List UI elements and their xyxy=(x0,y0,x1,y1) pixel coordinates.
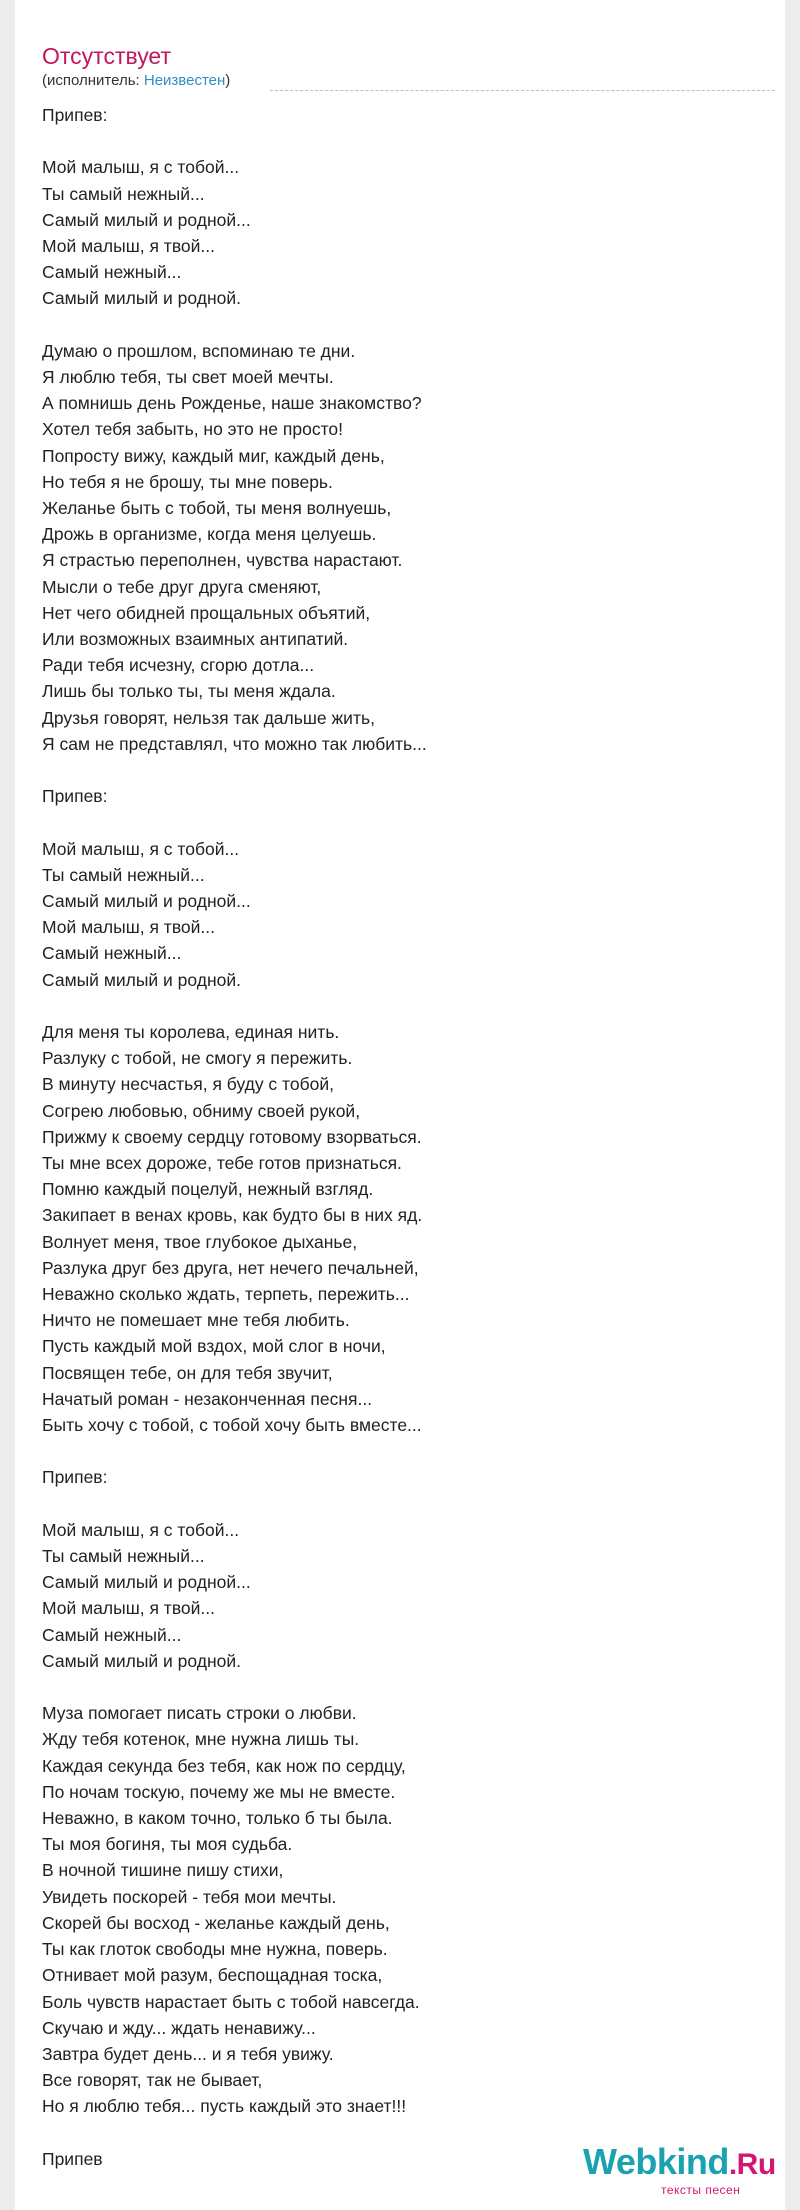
lyric-line: Ты моя богиня, ты моя судьба. xyxy=(42,1834,293,1855)
lyric-line: Я сам не представлял, что можно так любить... xyxy=(42,733,427,754)
lyric-line: В минуту несчастья, я буду с тобой, xyxy=(42,1074,334,1095)
lyric-line: Ради тебя исчезну, сгорю дотла... xyxy=(42,655,315,676)
lyric-line: Мой малыш, я твой... xyxy=(42,1598,216,1619)
lyric-line: Самый нежный... xyxy=(42,262,182,283)
lyric-line: Хотел тебя забыть, но это не просто! xyxy=(42,419,343,440)
lyric-line: Припев: xyxy=(42,786,108,807)
lyric-line: Волнует меня, твое глубокое дыханье, xyxy=(42,1231,358,1252)
lyric-line xyxy=(42,1491,762,1517)
lyric-line xyxy=(42,312,762,338)
lyric-line: Попросту вижу, каждый миг, каждый день, xyxy=(42,445,385,466)
logo-tagline: тексты песен xyxy=(661,2183,741,2197)
lyric-line: Помню каждый поцелуй, нежный взгляд. xyxy=(42,1179,374,1200)
lyric-line: Нет чего обидней прощальных объятий, xyxy=(42,602,371,623)
logo-tld: .Ru xyxy=(728,2148,776,2181)
lyric-line: Самый милый и родной... xyxy=(42,1572,251,1593)
lyric-line: Жду тебя котенок, мне нужна лишь ты. xyxy=(42,1729,360,1750)
lyric-line xyxy=(42,1438,762,1464)
lyric-line: Мой малыш, я с тобой... xyxy=(42,838,240,859)
song-title: Отсутствует xyxy=(42,43,171,69)
lyric-line xyxy=(42,993,762,1019)
lyric-line: Самый милый и родной. xyxy=(42,288,242,309)
lyric-line: Самый милый и родной. xyxy=(42,969,242,990)
lyric-line: Припев xyxy=(42,2148,103,2169)
lyric-line: Ты самый нежный... xyxy=(42,183,205,204)
lyric-line: Отнивает мой разум, беспощадная тоска, xyxy=(42,1965,383,1986)
lyric-line: Мой малыш, я твой... xyxy=(42,917,216,938)
lyric-line: Посвящен тебе, он для тебя звучит, xyxy=(42,1362,333,1383)
lyric-line: Припев: xyxy=(42,105,108,125)
lyric-line: Самый милый и родной... xyxy=(42,209,251,230)
lyric-line xyxy=(42,1674,762,1700)
lyrics-text xyxy=(42,102,762,2172)
lyric-line: Быть хочу с тобой, с тобой хочу быть вместе... xyxy=(42,1415,422,1436)
lyric-line: Прижму к своему сердцу готовому взорваться. xyxy=(42,1126,422,1147)
lyric-line xyxy=(42,809,762,835)
lyric-line: Самый нежный... xyxy=(42,1624,182,1645)
lyric-line: Самый милый и родной. xyxy=(42,1650,242,1671)
lyric-line: Скучаю и жду... ждать ненавижу... xyxy=(42,2017,316,2038)
lyric-line: Неважно, в каком точно, только б ты была. xyxy=(42,1808,393,1829)
lyric-line: Я люблю тебя, ты свет моей мечты. xyxy=(42,367,334,387)
lyric-line: Согрею любовью, обниму своей рукой, xyxy=(42,1100,361,1121)
lyric-line: Завтра будет день... и я тебя увижу. xyxy=(42,2043,334,2064)
webkind-logo[interactable] xyxy=(583,2140,783,2200)
lyric-line: Скорей бы восход - желанье каждый день, xyxy=(42,1912,390,1933)
logo-name: Webkind xyxy=(583,2141,729,2182)
lyric-line: Мой малыш, я с тобой... xyxy=(42,157,240,178)
lyric-line: А помнишь день Рожденье, наше знакомство? xyxy=(42,393,422,414)
lyric-line: Все говорят, так не бывает, xyxy=(42,2070,263,2091)
lyric-line: Желанье быть с тобой, ты меня волнуешь, xyxy=(42,498,392,519)
lyric-line xyxy=(42,757,762,783)
lyric-line: Разлуку с тобой, не смогу я пережить. xyxy=(42,1048,353,1069)
lyric-line: Ты самый нежный... xyxy=(42,864,205,885)
lyric-line: Я страстью переполнен, чувства нарастают. xyxy=(42,550,403,571)
lyric-line: Припев: xyxy=(42,1467,108,1488)
dashed-divider xyxy=(270,90,775,91)
lyric-line: Мысли о тебе друг друга сменяют, xyxy=(42,576,322,597)
lyric-line: Боль чувств нарастает быть с тобой навсегда. xyxy=(42,1991,420,2012)
lyric-line: Лишь бы только ты, ты меня ждала. xyxy=(42,681,336,702)
lyric-line: Каждая секунда без тебя, как нож по сердцу, xyxy=(42,1755,406,1776)
lyric-line: Ничто не помешает мне тебя любить. xyxy=(42,1310,350,1331)
lyric-line: Муза помогает писать строки о любви. xyxy=(42,1703,357,1724)
lyric-line: Ты самый нежный... xyxy=(42,1546,205,1567)
lyric-line: В ночной тишине пишу стихи, xyxy=(42,1860,284,1881)
lyric-line: Ты как глоток свободы мне нужна, поверь. xyxy=(42,1939,388,1960)
lyric-line: Думаю о прошлом, вспоминаю те дни. xyxy=(42,340,356,361)
lyric-line: Дрожь в организме, когда меня целуешь. xyxy=(42,524,377,545)
lyric-line: Ты мне всех дороже, тебе готов признаться. xyxy=(42,1153,402,1174)
artist-prefix: (исполнитель: xyxy=(42,72,144,89)
lyric-line: По ночам тоскую, почему же мы не вместе. xyxy=(42,1781,396,1802)
lyric-line: Или возможных взаимных антипатий. xyxy=(42,629,349,650)
lyric-line: Мой малыш, я твой... xyxy=(42,236,216,256)
lyric-line: Разлука друг без друга, нет нечего печальней, xyxy=(42,1257,419,1278)
lyric-line: Мой малыш, я с тобой... xyxy=(42,1519,240,1540)
lyrics-page xyxy=(15,0,785,2210)
lyric-line: Для меня ты королева, единая нить. xyxy=(42,1022,340,1043)
lyric-line: Друзья говорят, нельзя так дальше жить, xyxy=(42,707,375,728)
lyric-line: Самый милый и родной... xyxy=(42,891,251,912)
lyric-line: Самый нежный... xyxy=(42,943,182,964)
artist-line xyxy=(42,72,230,90)
lyric-line: Но тебя я не брошу, ты мне поверь. xyxy=(42,471,333,492)
lyric-line: Но я люблю тебя... пусть каждый это знает!!! xyxy=(42,2096,407,2117)
artist-suffix: ) xyxy=(225,72,231,89)
lyric-line: Закипает в венах кровь, как будто бы в них яд. xyxy=(42,1205,423,1226)
lyric-line: Неважно сколько ждать, терпеть, пережить... xyxy=(42,1284,410,1305)
artist-link[interactable]: Неизвестен xyxy=(143,72,226,89)
logo-wordmark xyxy=(583,2140,776,2187)
lyric-line: Начатый роман - незаконченная песня... xyxy=(42,1388,373,1409)
lyric-line: Пусть каждый мой вздох, мой слог в ночи, xyxy=(42,1336,386,1357)
lyric-line: Увидеть поскорей - тебя мои мечты. xyxy=(42,1886,337,1907)
lyric-line xyxy=(42,128,762,154)
